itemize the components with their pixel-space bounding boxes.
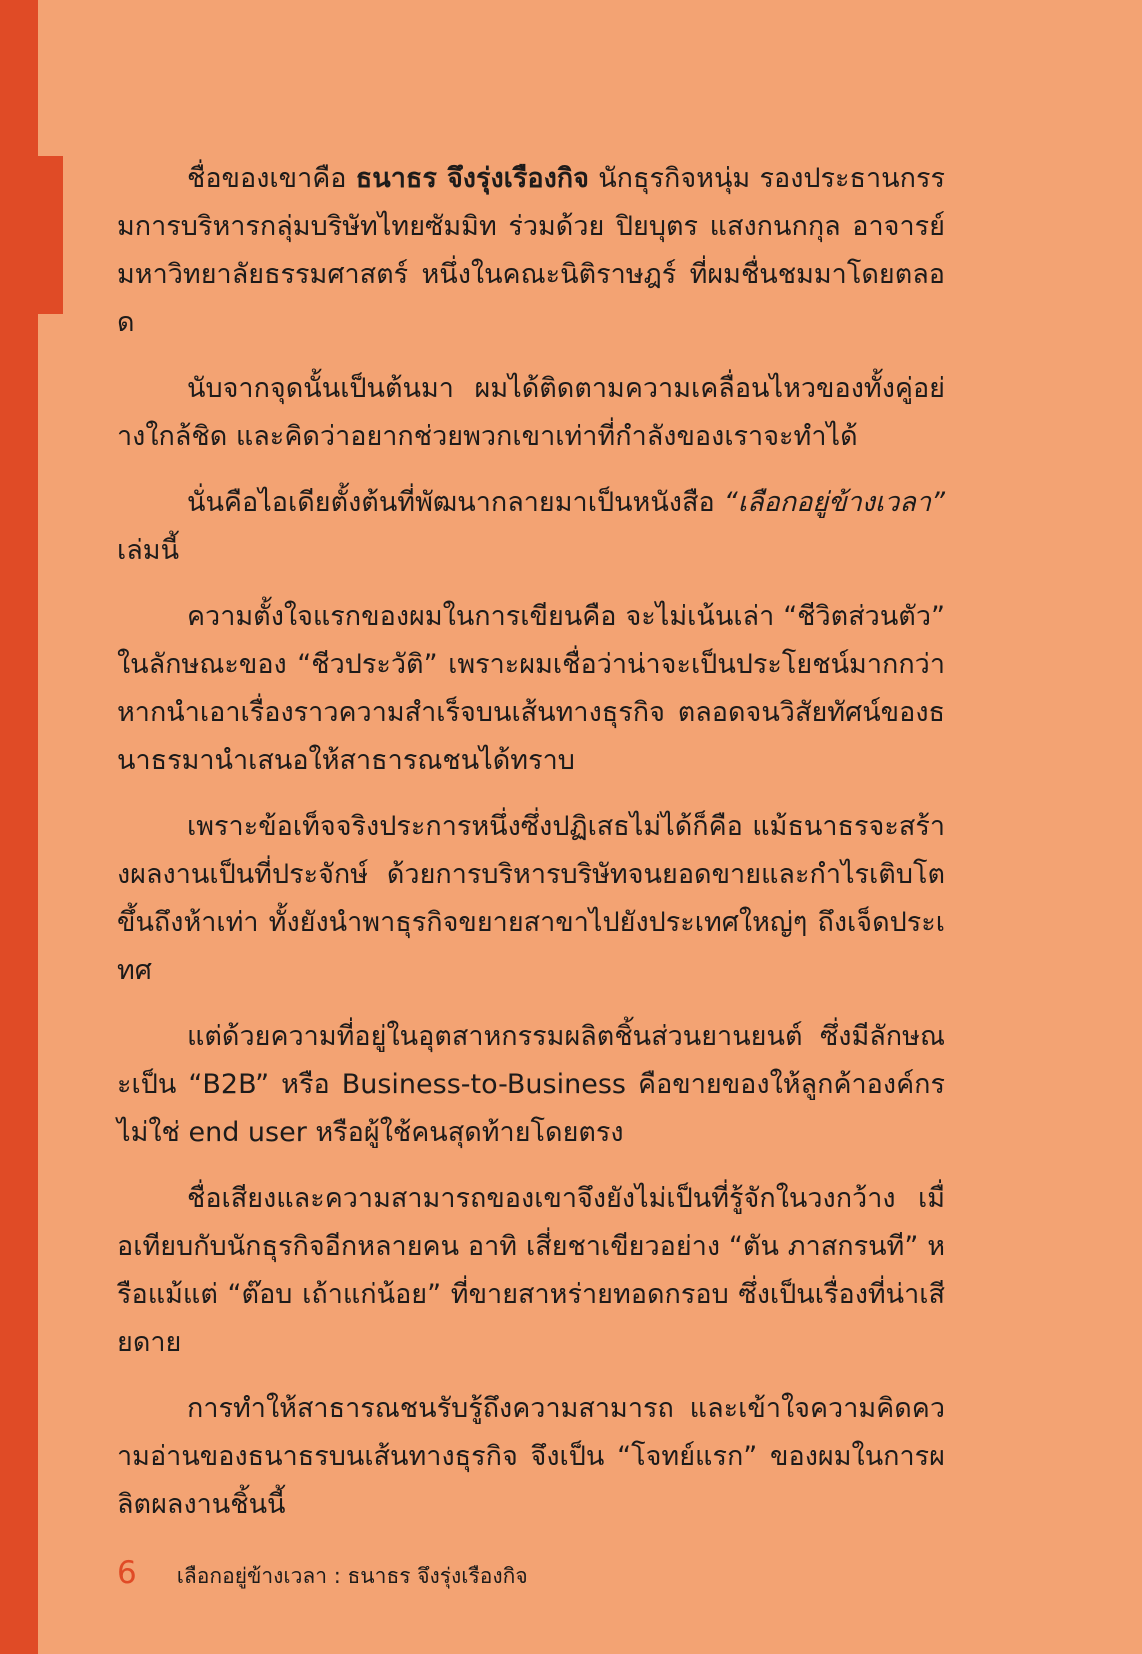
running-title: เลือกอยู่ข้างเวลา : ธนาธร จึงรุ่งเรืองกิจ bbox=[176, 1564, 528, 1588]
body-text bbox=[117, 155, 945, 1547]
paragraph-6: แต่ด้วยความที่อยู่ในอุตสาหกรรมผลิตชิ้นส่วนยานยนต์ ซึ่งมีลักษณะเป็น “B2B” หรือ Business-to-Business คือขายของให้ลูกค้าองค์กร ไม่ใช่ end user หรือผู้ใช้คนสุดท้ายโดยตรง bbox=[117, 1021, 945, 1148]
paragraph-1-pre: ชื่อของเขาคือ bbox=[187, 163, 356, 194]
page-footer bbox=[117, 1555, 528, 1593]
paragraph-3 bbox=[117, 479, 945, 575]
paragraph-1 bbox=[117, 155, 945, 347]
paragraph-3-post: เล่มนี้ bbox=[117, 535, 180, 566]
paragraph-3-pre: นั่นคือไอเดียตั้งต้นที่พัฒนากลายมาเป็นหนังสือ bbox=[187, 487, 724, 518]
paragraph-7: ชื่อเสียงและความสามารถของเขาจึงยังไม่เป็นที่รู้จักในวงกว้าง เมื่อเทียบกับนักธุรกิจอีกหลายคน อาทิ เสี่ยชาเขียวอย่าง “ตัน ภาสกรนที” หรือแม้แต่ “ต๊อบ เถ้าแก่น้อย” ที่ขายสาหร่ายทอดกรอบ ซึ่งเป็นเรื่องที่น่าเสียดาย bbox=[117, 1183, 945, 1358]
paragraph-1-post: นักธุรกิจหนุ่ม รองประธานกรรมการบริหารกลุ่มบริษัทไทยซัมมิท ร่วมด้วย ปิยบุตร แสงกนกกุล อาจารย์มหาวิทยาลัยธรรมศาสตร์ หนึ่งในคณะนิติราษฎร์ ที่ผมชื่นชมมาโดยตลอด bbox=[117, 163, 945, 338]
paragraph-3-book-title: “เลือกอยู่ข้างเวลา” bbox=[723, 487, 945, 518]
paragraph-4: ความตั้งใจแรกของผมในการเขียนคือ จะไม่เน้นเล่า “ชีวิตส่วนตัว” ในลักษณะของ “ชีวประวัติ” เพราะผมเชื่อว่าน่าจะเป็นประโยชน์มากกว่า หากนำเอาเรื่องราวความสำเร็จบนเส้นทางธุรกิจ ตลอดจนวิสัยทัศน์ของธนาธรมานำเสนอให้สาธารณชนได้ทราบ bbox=[117, 601, 945, 776]
paragraph-8: การทำให้สาธารณชนรับรู้ถึงความสามารถ และเข้าใจความคิดความอ่านของธนาธรบนเส้นทางธุรกิจ จึงเป็น “โจทย์แรก” ของผมในการผลิตผลงานชิ้นนี้ bbox=[117, 1393, 945, 1520]
stripe-tab-accent bbox=[38, 156, 63, 314]
paragraph-1-name: ธนาธร จึงรุ่งเรืองกิจ bbox=[355, 163, 589, 194]
paragraph-5: เพราะข้อเท็จจริงประการหนึ่งซึ่งปฏิเสธไม่ได้ก็คือ แม้ธนาธรจะสร้างผลงานเป็นที่ประจักษ์ ด้วยการบริหารบริษัทจนยอดขายและกำไรเติบโตขึ้นถึงห้าเท่า ทั้งยังนำพาธุรกิจขยายสาขาไปยังประเทศใหญ่ๆ ถึงเจ็ดประเทศ bbox=[117, 811, 945, 986]
page-number: 6 bbox=[117, 1555, 137, 1591]
paragraph-2: นับจากจุดนั้นเป็นต้นมา ผมได้ติดตามความเคลื่อนไหวของทั้งคู่อย่างใกล้ชิด และคิดว่าอยากช่วยพวกเขาเท่าที่กำลังของเราจะทำได้ bbox=[117, 373, 945, 452]
left-accent-stripe bbox=[0, 0, 38, 1654]
